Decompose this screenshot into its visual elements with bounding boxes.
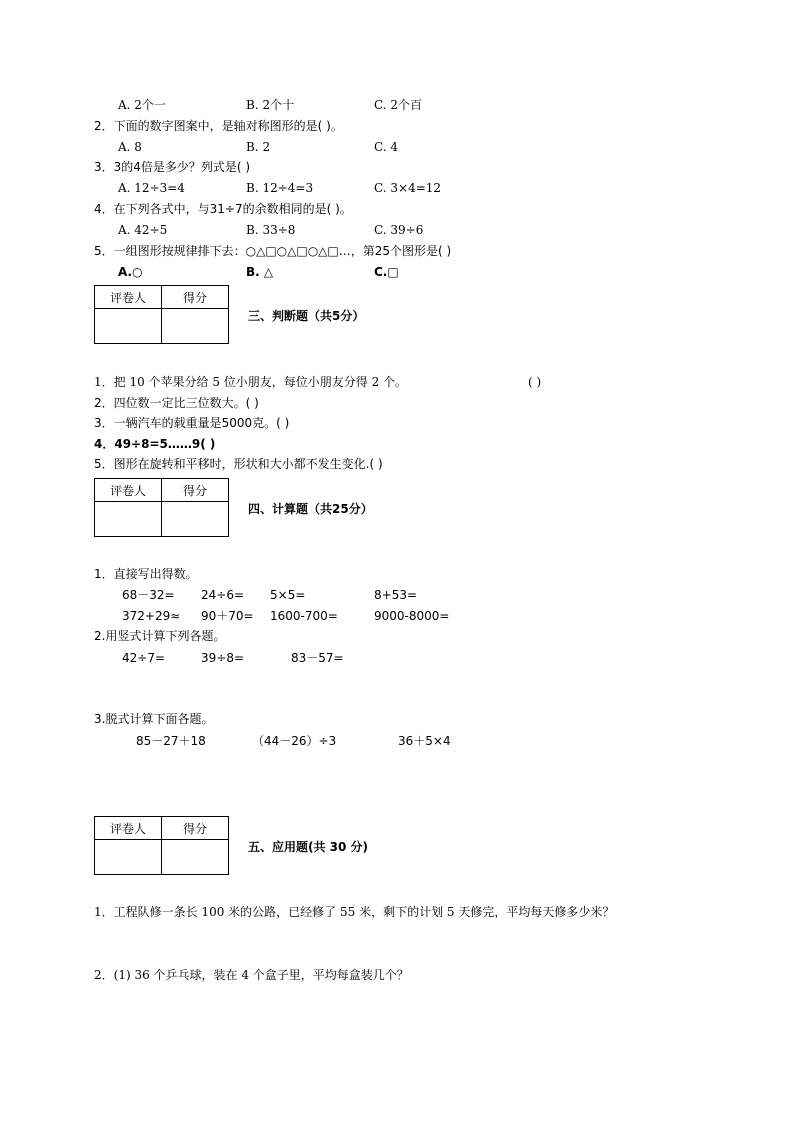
- calc-item: 24÷6=: [201, 588, 245, 602]
- q5-option-a: A.○: [118, 265, 143, 279]
- grader-cell[interactable]: [95, 840, 162, 875]
- grader-cell[interactable]: [95, 502, 162, 537]
- calc-item: 5×5=: [270, 588, 306, 602]
- calc-item: 85－27＋18: [136, 734, 206, 748]
- q3-option-c: C. 3×4=12: [374, 181, 442, 195]
- calc-item: 36＋5×4: [398, 734, 451, 748]
- score-cell[interactable]: [162, 502, 229, 537]
- mc-question-5: 5．一组图形按规律排下去：○△□○△□○△□…，第25个图形是( ): [94, 244, 452, 258]
- q2-option-a: A. 8: [118, 140, 142, 154]
- calc-item: 68－32=: [122, 588, 175, 602]
- calc-question-3: 3.脱式计算下面各题。: [94, 712, 214, 726]
- calc-item: （44－26）÷3: [252, 734, 337, 748]
- calc-item: 1600-700=: [270, 609, 338, 623]
- grader-label: 评卷人: [95, 817, 162, 840]
- q4-option-b: B. 33÷8: [246, 223, 296, 237]
- calc-item: 8+53=: [374, 588, 418, 602]
- section-4-title: 四、计算题（共25分）: [248, 502, 373, 516]
- q3-option-b: B. 12÷4=3: [246, 181, 314, 195]
- tf-item-1: 1．把 10 个苹果分给 5 位小朋友，每位小朋友分得 2 个。: [94, 375, 408, 389]
- q2-option-c: C. 4: [374, 140, 399, 154]
- tf-item-3: 3．一辆汽车的载重量是5000克。( ): [94, 416, 290, 430]
- calc-item: 83－57=: [291, 651, 344, 665]
- q5-option-b: B. △: [246, 265, 274, 279]
- q3-option-a: A. 12÷3=4: [118, 181, 185, 195]
- q1-option-b: B. 2个十: [246, 98, 295, 112]
- section-5-title: 五、应用题(共 30 分): [248, 840, 369, 854]
- mc-question-3: 3．3的4倍是多少？列式是( ): [94, 160, 251, 174]
- score-cell[interactable]: [162, 840, 229, 875]
- grader-label: 评卷人: [95, 479, 162, 502]
- calc-question-2: 2.用竖式计算下列各题。: [94, 629, 226, 643]
- calc-item: 9000-8000=: [374, 609, 450, 623]
- calc-item: 39÷8=: [201, 651, 245, 665]
- word-problem-1: 1．工程队修一条长 100 米的公路，已经修了 55 米，剩下的计划 5 天修完，平均每天修多少米？: [94, 905, 615, 919]
- score-box-sec4: [94, 478, 229, 537]
- score-label: 得分: [162, 479, 229, 502]
- calc-item: 372+29≈: [122, 609, 181, 623]
- tf-item-4: 4．49÷8=5……9( ): [94, 437, 216, 451]
- score-label: 得分: [162, 286, 229, 309]
- calc-item: 90＋70=: [201, 609, 254, 623]
- section-3-title: 三、判断题（共5分）: [248, 309, 365, 323]
- mc-question-4: 4．在下列各式中，与31÷7的余数相同的是( )。: [94, 202, 352, 216]
- q2-option-b: B. 2: [246, 140, 271, 154]
- q1-option-c: C. 2个百: [374, 98, 423, 112]
- tf-item-5: 5．图形在旋转和平移时，形状和大小都不发生变化.( ): [94, 457, 383, 471]
- tf-item-2: 2．四位数一定比三位数大。( ): [94, 396, 259, 410]
- score-box-sec3: [94, 285, 229, 344]
- grader-cell[interactable]: [95, 309, 162, 344]
- calc-item: 42÷7=: [122, 651, 166, 665]
- mc-question-2: 2．下面的数字图案中，是轴对称图形的是( )。: [94, 119, 343, 133]
- q5-option-c: C.□: [374, 265, 399, 279]
- grader-label: 评卷人: [95, 286, 162, 309]
- calc-question-1: 1．直接写出得数。: [94, 567, 198, 581]
- tf-item-1-paren: ( ): [528, 375, 542, 389]
- q1-option-a: A. 2个一: [118, 98, 166, 112]
- word-problem-2: 2．(1) 36 个乒乓球，装在 4 个盒子里，平均每盒装几个？: [94, 968, 409, 982]
- score-label: 得分: [162, 817, 229, 840]
- score-cell[interactable]: [162, 309, 229, 344]
- score-box-sec5: [94, 816, 229, 875]
- q4-option-c: C. 39÷6: [374, 223, 424, 237]
- q4-option-a: A. 42÷5: [118, 223, 168, 237]
